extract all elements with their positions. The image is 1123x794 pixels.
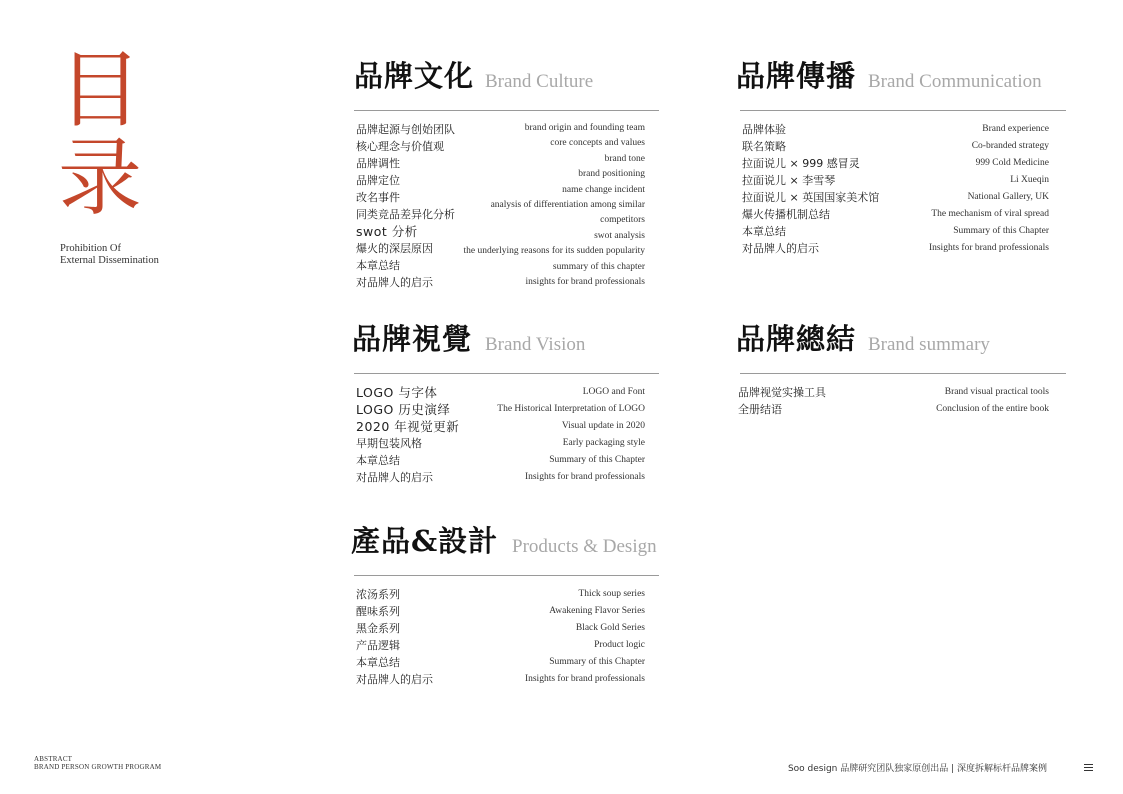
footer-program-name: BRAND PERSON GROWTH PROGRAM <box>34 763 162 771</box>
section-title-en: Brand Communication <box>868 71 1042 92</box>
toc-item-zh[interactable]: 联名策略 <box>742 140 786 153</box>
toc-item-en: brand positioning <box>578 169 645 180</box>
toc-list-en <box>415 586 645 688</box>
section-title-en: Brand Vision <box>485 334 586 355</box>
toc-item-zh[interactable]: LOGO 与字体 <box>356 385 438 400</box>
toc-item-zh[interactable]: 拉面说儿 × 英国国家美术馆 <box>742 191 880 204</box>
toc-item-zh[interactable]: 2020 年视觉更新 <box>356 419 460 434</box>
toc-item-zh[interactable]: 醒味系列 <box>356 605 400 618</box>
toc-item-en: LOGO and Font <box>582 387 645 397</box>
section-title-en: Brand summary <box>868 334 990 355</box>
footer-abstract: ABSTRACT <box>34 755 73 763</box>
section-header <box>351 524 659 576</box>
prohibition-note <box>60 243 159 267</box>
section-brand-communication <box>736 59 1066 255</box>
toc-list-en <box>415 384 645 486</box>
toc-item-zh[interactable]: 品牌起源与创始团队 <box>356 123 455 136</box>
toc-title-char-2: 录 <box>58 129 143 227</box>
toc-item-en: Insights for brand professionals <box>524 472 645 482</box>
note-line-1: Prohibition Of <box>60 243 121 254</box>
menu-icon-bar <box>1084 767 1093 768</box>
toc-item-en: Co-branded strategy <box>971 141 1049 151</box>
toc-item-en: National Gallery, UK <box>967 192 1049 202</box>
toc-item-zh[interactable]: 拉面说儿 × 李雪琴 <box>742 174 836 187</box>
section-header <box>354 324 659 374</box>
section-products-design <box>351 524 659 686</box>
section-brand-vision <box>352 322 659 484</box>
toc-item-en: Black Gold Series <box>575 623 645 633</box>
toc-item-zh[interactable]: 浓汤系列 <box>356 588 400 601</box>
toc-item-zh[interactable]: 对品牌人的启示 <box>742 242 819 255</box>
section-title-zh: 品牌文化 <box>354 59 475 93</box>
toc-item-en: Visual update in 2020 <box>561 421 645 431</box>
section-brand-summary <box>736 322 1066 416</box>
section-title-zh: 品牌傳播 <box>736 59 857 93</box>
toc-item-zh[interactable]: 对品牌人的启示 <box>356 673 433 686</box>
toc-item-en: analysis of differentiation among similar <box>490 199 645 210</box>
menu-icon[interactable] <box>1084 764 1093 771</box>
toc-item-en: The mechanism of viral spread <box>931 209 1049 219</box>
toc-item-en: name change incident <box>562 184 645 195</box>
toc-item-zh[interactable]: 产品逻辑 <box>356 639 400 652</box>
toc-item-en: Summary of this Chapter <box>953 226 1049 236</box>
toc-title-char-1: 目 <box>58 41 143 139</box>
toc-item-en: core concepts and values <box>550 138 645 149</box>
toc-item-zh[interactable]: 品牌调性 <box>356 157 400 170</box>
toc-item-en: the underlying reasons for its sudden popularity <box>463 246 645 257</box>
section-brand-culture <box>354 59 659 289</box>
toc-item-zh[interactable]: 本章总结 <box>356 259 400 272</box>
toc-item-zh[interactable]: 同类竞品差异化分析 <box>356 208 455 221</box>
toc-item-en: swot analysis <box>594 230 645 241</box>
toc-item-zh[interactable]: 本章总结 <box>742 225 786 238</box>
toc-item-zh[interactable]: 核心理念与价值观 <box>356 140 444 153</box>
menu-icon-bar <box>1084 770 1093 771</box>
section-divider <box>354 373 659 374</box>
toc-item-en: summary of this chapter <box>552 261 645 272</box>
toc-item-zh[interactable]: 对品牌人的启示 <box>356 471 433 484</box>
section-title-zh: 品牌總結 <box>736 322 857 356</box>
toc-item-en: Product logic <box>594 640 645 650</box>
menu-icon-bar <box>1084 764 1093 765</box>
note-line-2: External Dissemination <box>60 255 159 266</box>
toc-item-en: The Historical Interpretation of LOGO <box>497 404 645 414</box>
toc-item-en: Brand experience <box>982 124 1049 134</box>
toc-item-zh[interactable]: 本章总结 <box>356 656 400 669</box>
toc-item-en: Summary of this Chapter <box>549 455 645 465</box>
toc-item-en: brand origin and founding team <box>524 123 645 133</box>
toc-item-en: Early packaging style <box>562 438 645 448</box>
toc-item-zh[interactable]: swot 分析 <box>356 224 418 239</box>
toc-item-zh[interactable]: 全册结语 <box>738 403 782 416</box>
footer-credit: Soo design 品牌研究团队独家原创出品 | 深度拆解标杆品牌案例 <box>787 764 1047 774</box>
toc-item-en: insights for brand professionals <box>525 276 645 287</box>
toc-item-zh[interactable]: 品牌视觉实操工具 <box>738 386 826 399</box>
toc-item-en: competitors <box>600 215 645 226</box>
section-divider <box>740 110 1066 111</box>
section-header <box>736 59 1066 111</box>
toc-item-zh[interactable]: 改名事件 <box>356 191 400 204</box>
toc-item-zh[interactable]: 对品牌人的启示 <box>356 276 433 289</box>
toc-item-zh[interactable]: 本章总结 <box>356 454 400 467</box>
toc-list-en <box>415 121 645 290</box>
section-title-zh: 產品&設計 <box>351 524 499 558</box>
toc-item-en: 999 Cold Medicine <box>975 158 1049 168</box>
toc-item-zh[interactable]: 黑金系列 <box>356 622 400 635</box>
section-title-en: Products & Design <box>512 536 657 557</box>
toc-list-zh <box>738 384 888 418</box>
toc-item-en: Conclusion of the entire book <box>936 404 1049 414</box>
section-header <box>736 322 1066 374</box>
toc-item-zh[interactable]: 拉面说儿 × 999 感冒灵 <box>742 157 860 170</box>
toc-list-en <box>899 121 1049 257</box>
toc-item-en: Summary of this Chapter <box>549 657 645 667</box>
section-title-zh: 品牌視覺 <box>352 322 473 356</box>
toc-item-en: Thick soup series <box>578 589 645 599</box>
toc-list-en <box>889 384 1049 418</box>
toc-item-en: Insights for brand professionals <box>524 674 645 684</box>
footer-program-label <box>34 755 161 771</box>
toc-item-en: Brand visual practical tools <box>944 387 1049 397</box>
section-title-en: Brand Culture <box>485 71 594 92</box>
section-divider <box>354 575 659 576</box>
toc-item-zh[interactable]: 爆火的深层原因 <box>356 242 433 255</box>
toc-item-en: brand tone <box>604 153 645 164</box>
toc-item-en: Awakening Flavor Series <box>549 606 645 616</box>
section-divider <box>354 110 659 111</box>
toc-item-en: Insights for brand professionals <box>928 243 1049 253</box>
toc-item-zh[interactable]: 爆火传播机制总结 <box>742 208 830 221</box>
section-header <box>354 61 659 111</box>
toc-item-zh[interactable]: 早期包装风格 <box>356 437 422 450</box>
toc-item-zh[interactable]: LOGO 历史演绎 <box>356 402 451 417</box>
section-divider <box>740 373 1066 374</box>
toc-item-zh[interactable]: 品牌定位 <box>356 174 400 187</box>
toc-item-en: Li Xueqin <box>1010 175 1049 185</box>
toc-item-zh[interactable]: 品牌体验 <box>742 123 786 136</box>
